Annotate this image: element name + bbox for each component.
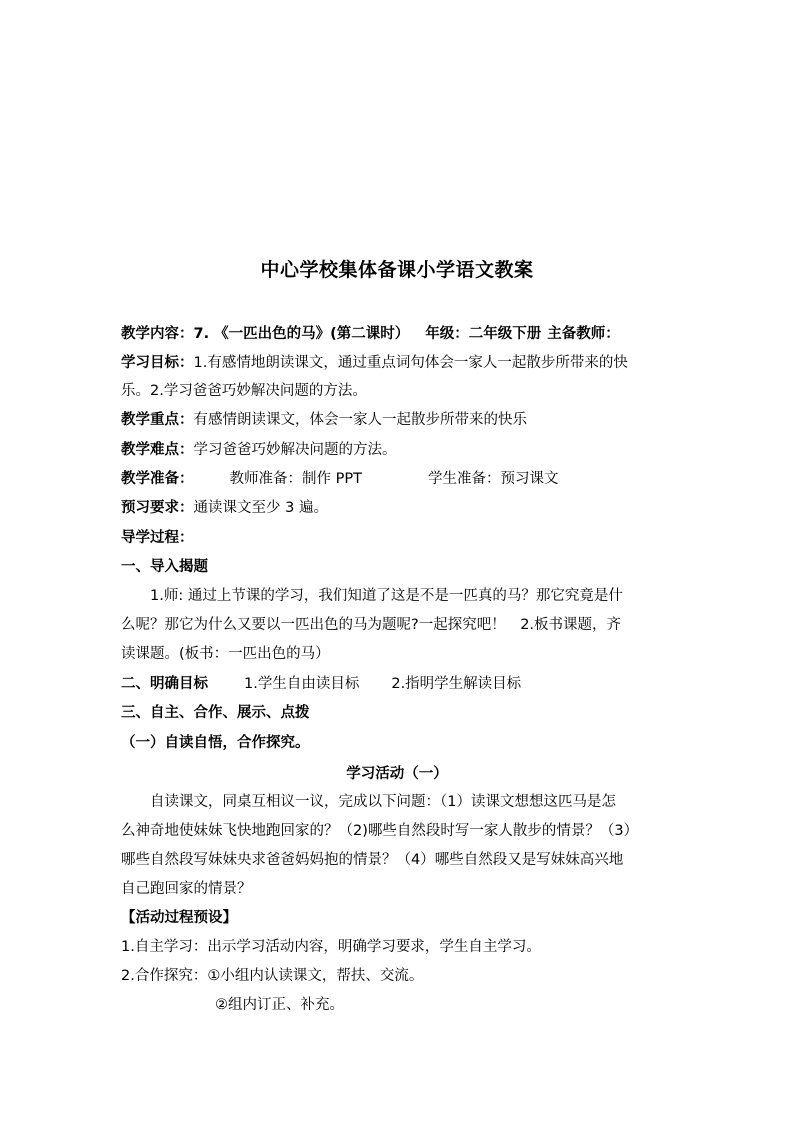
section3-heading: 三、自主、合作、展示、点拨	[121, 705, 310, 721]
prep-student: 学生准备：预习课文	[427, 471, 559, 487]
activity-line-1: 自读课文，同桌互相议一议，完成以下问题：（1）读课文想想这匹马是怎	[150, 794, 616, 810]
section2-item-1: 1.学生自由读目标	[244, 676, 360, 692]
section3-subheading: （一）自读自悟，合作探究。	[121, 735, 310, 751]
section1-line-1: 1.师: 通过上节课的学习，我们知道了这是不是一匹真的马？那它究竟是什	[150, 588, 623, 604]
preset-step-2b: ②组内订正、补充。	[215, 997, 344, 1013]
difficulty-text: 学习爸爸巧妙解决问题的方法。	[193, 442, 397, 458]
preset-heading: 【活动过程预设】	[121, 910, 237, 926]
content-value: 7. 《一匹出色的马》(第二课时）	[193, 326, 410, 342]
grade-label: 年级：二年级下册	[425, 326, 542, 342]
preview-text: 通读课文至少 3 遍。	[193, 500, 328, 516]
goals-line-1	[121, 353, 628, 373]
section1-heading: 一、导入揭题	[121, 559, 208, 575]
preview-label: 预习要求：	[121, 500, 194, 516]
section2-line	[121, 674, 521, 694]
prep-line	[121, 469, 558, 489]
key-point-line	[121, 410, 527, 430]
preset-step-1: 1.自主学习：出示学习活动内容，明确学习要求，学生自主学习。	[121, 939, 541, 955]
difficulty-label: 教学难点：	[121, 442, 194, 458]
content-label: 教学内容：	[121, 326, 194, 342]
section1-line-2: 么呢？那它为什么又要以一匹出色的马为题呢?一起探究吧！ 2.板书课题，齐	[121, 617, 622, 633]
activity-line-3: 哪些自然段写妹妹央求爸爸妈妈抱的情景？（4）哪些自然段又是写妹妹高兴地	[121, 852, 624, 868]
goals-text-1: 1.有感情地朗读课文，通过重点词句体会一家人一起散步所带来的快	[193, 355, 628, 371]
goals-text-2: 乐。2.学习爸爸巧妙解决问题的方法。	[121, 383, 367, 399]
activity-title: 学习活动（一）	[346, 766, 448, 782]
lesson-meta-line	[121, 324, 620, 344]
activity-line-4: 自己跑回家的情景？	[121, 881, 252, 897]
prep-label: 教学准备：	[121, 471, 194, 487]
difficulty-line	[121, 440, 397, 460]
key-point-label: 教学重点：	[121, 412, 194, 428]
activity-line-2: 么神奇地使妹妹飞快地跑回家的？（2)哪些自然段时写一家人散步的情景？（3）	[121, 823, 639, 839]
section1-line-3: 读课题。(板书：一匹出色的马）	[121, 646, 330, 662]
goals-label: 学习目标：	[121, 355, 194, 371]
preset-step-2: 2.合作探究：①小组内认读课文，帮扶、交流。	[121, 968, 424, 984]
prep-teacher: 教师准备：制作 PPT	[229, 471, 362, 487]
document-title: 中心学校集体备课小学语文教案	[260, 259, 534, 281]
preview-line	[121, 498, 328, 518]
key-point-text: 有感情朗读课文，体会一家人一起散步所带来的快乐	[193, 412, 527, 428]
goals-line-2	[121, 381, 367, 401]
teacher-label: 主备教师：	[547, 326, 620, 342]
process-label: 导学过程：	[121, 530, 194, 546]
section2-item-2: 2.指明学生解读目标	[391, 676, 522, 692]
section2-heading: 二、明确目标	[121, 676, 208, 692]
